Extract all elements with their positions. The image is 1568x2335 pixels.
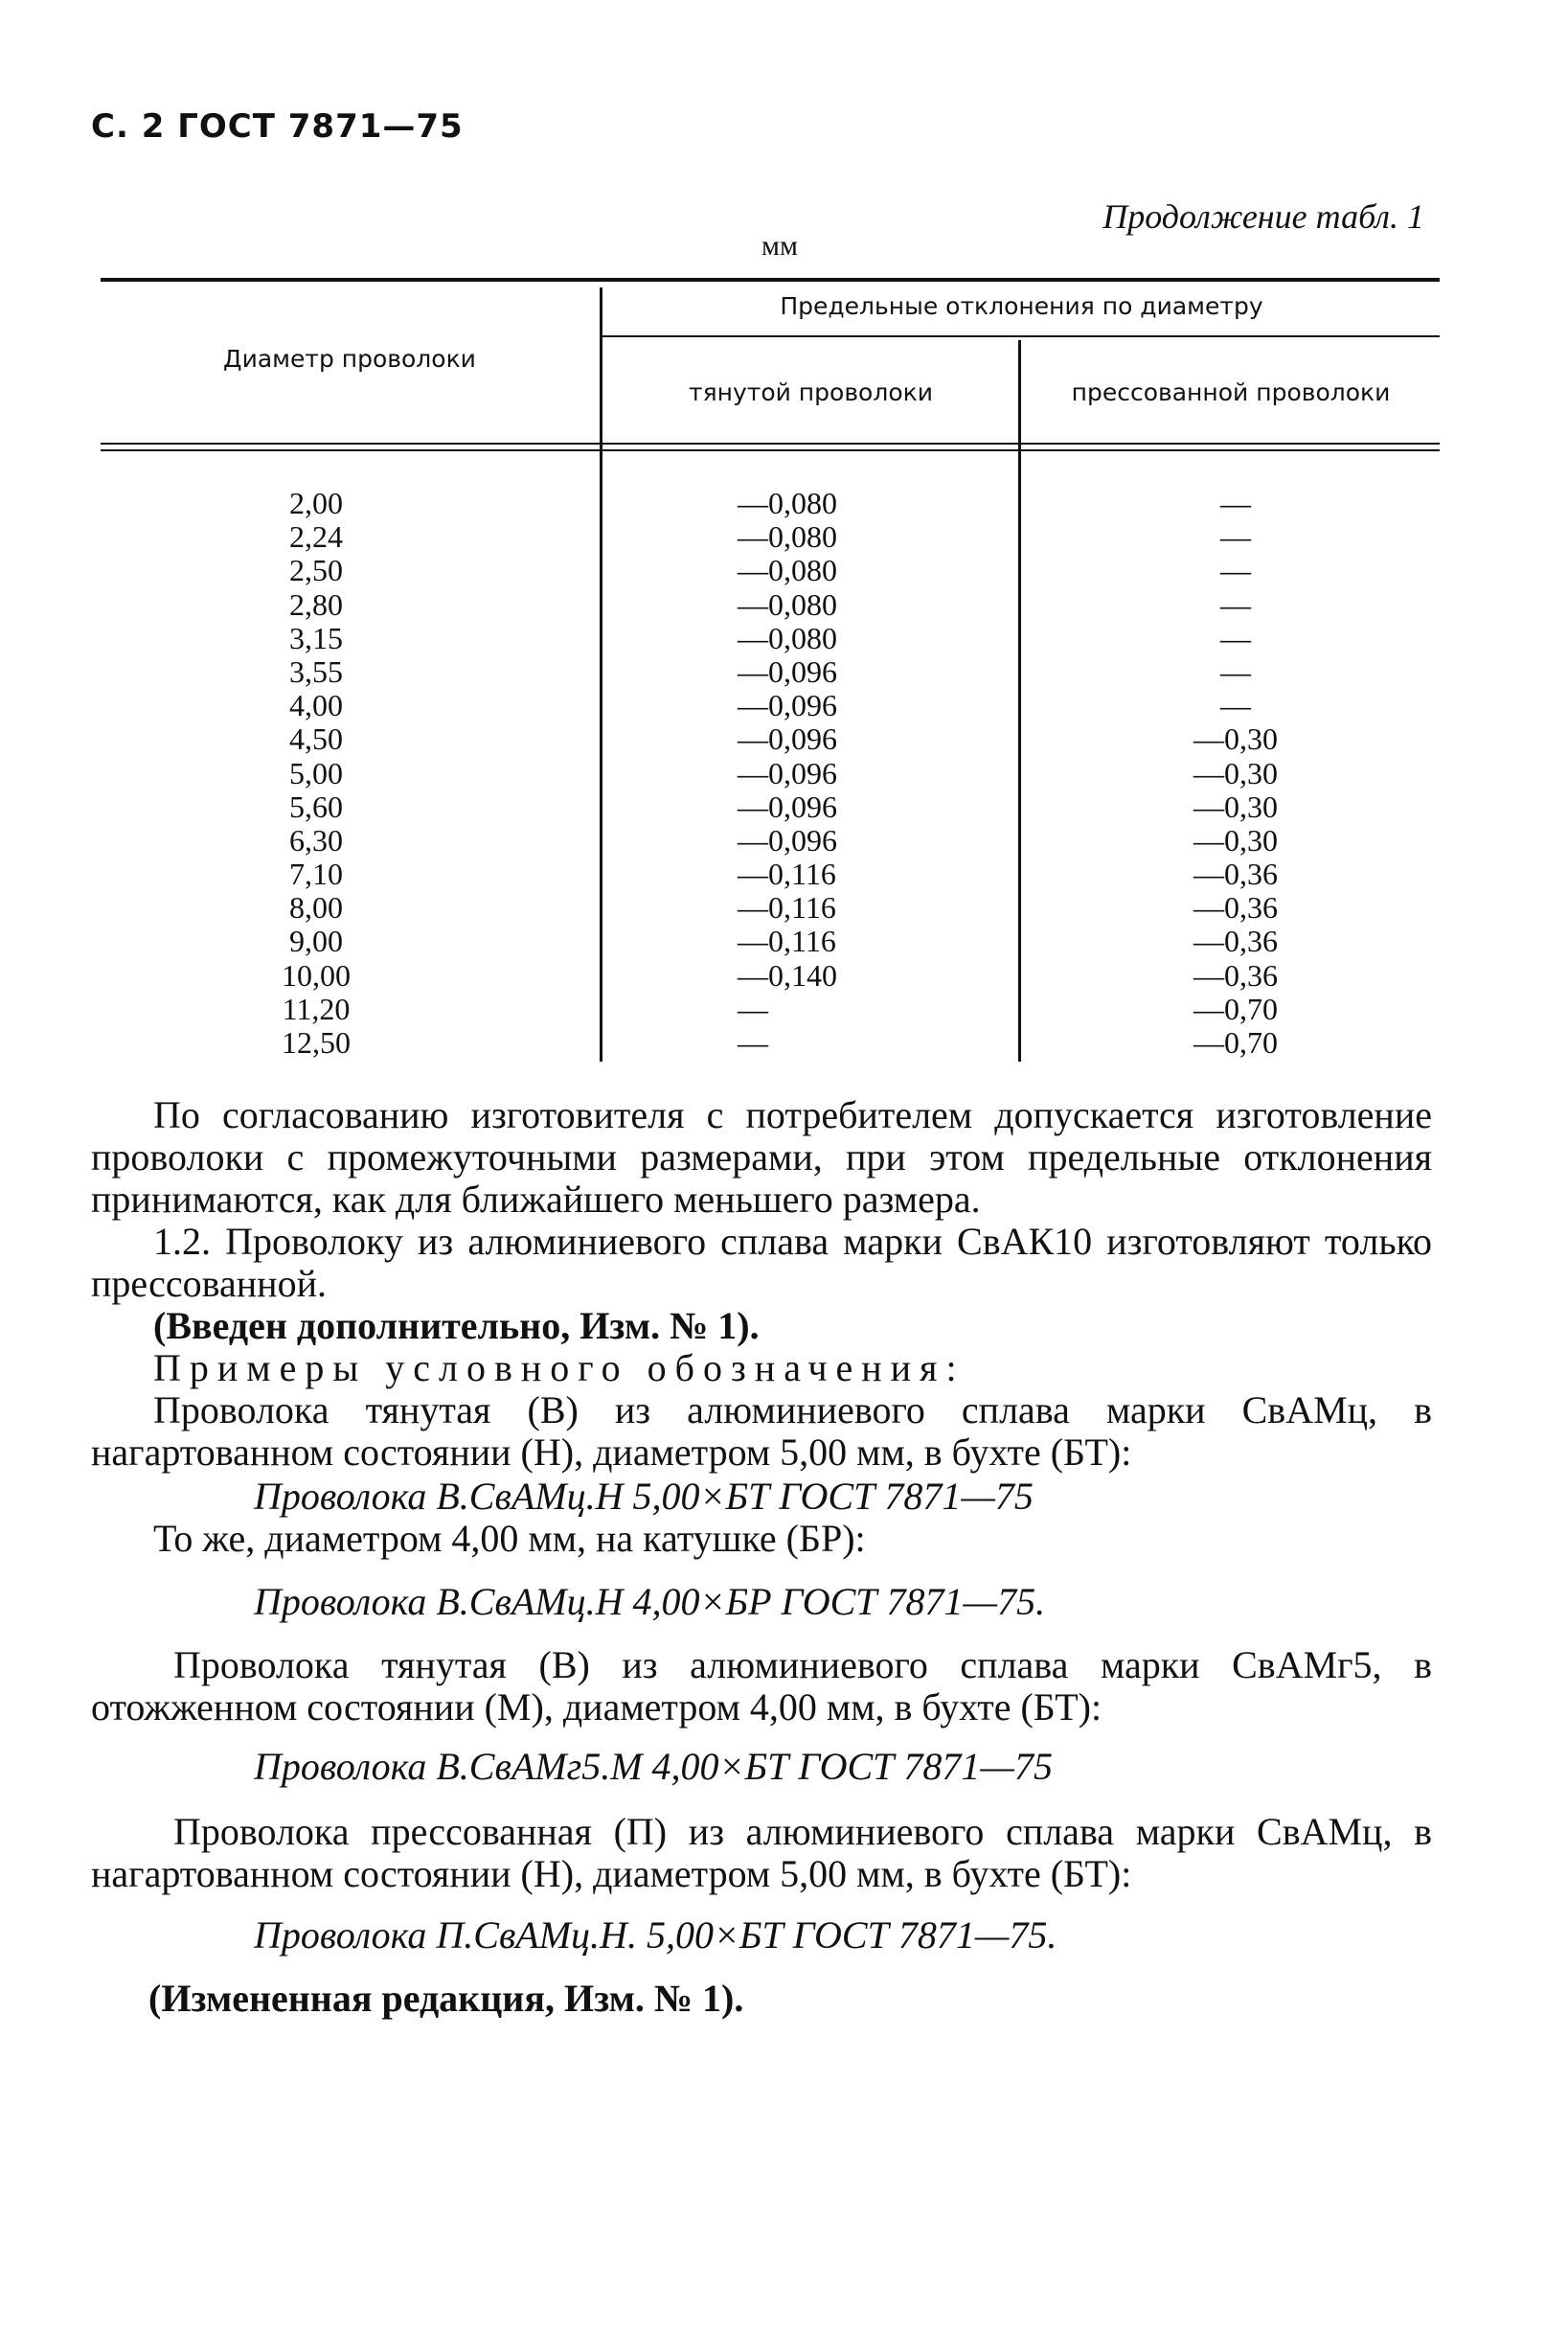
- example-4-text: Проволока прессованная (П) из алюминиевого сплава марки СвАМц, в нагартованном состоянии (Н), диаметром 5,00 мм, в бухте (БТ):: [91, 1810, 1432, 1895]
- body-text: [91, 1094, 1432, 2020]
- diameter-cell: 3,55: [289, 653, 343, 689]
- pressed-deviation-cell: —: [1220, 553, 1251, 588]
- pressed-deviation-cell: —0,36: [1193, 924, 1278, 959]
- example-1-text: Проволока тянутая (В) из алюминиевого сплава марки СвАМц, в нагартованном состоянии (Н), диаметром 5,00 мм, в бухте (БТ):: [91, 1388, 1432, 1474]
- drawn-deviation-cell: —0,080: [738, 620, 837, 655]
- drawn-deviation-cell: —0,080: [738, 586, 837, 622]
- table-top-rule: [101, 278, 1440, 282]
- example-4-designation: Проволока П.СвАМц.Н. 5,00×БТ ГОСТ 7871—75.: [254, 1913, 1057, 1957]
- drawn-deviation-cell: —0,080: [738, 553, 837, 588]
- drawn-deviation-cell: —0,096: [738, 822, 837, 858]
- table-continuation-label: Продолжение табл. 1: [1102, 197, 1424, 236]
- drawn-deviation-cell: —: [738, 1025, 768, 1060]
- diameter-cell: 3,15: [289, 620, 343, 655]
- column-divider-1: [600, 287, 602, 1062]
- drawn-deviation-cell: —: [738, 991, 768, 1026]
- pressed-deviation-cell: —0,30: [1193, 721, 1278, 757]
- pressed-deviation-cell: —0,70: [1193, 991, 1278, 1026]
- group-header-rule: [602, 335, 1440, 337]
- diameter-cell: 7,10: [289, 857, 343, 892]
- diameter-cell: 2,80: [289, 586, 343, 622]
- table-unit: мм: [761, 230, 798, 262]
- example-1-designation: Проволока В.СвАМц.Н 5,00×БТ ГОСТ 7871—75: [254, 1475, 1034, 1518]
- diameter-cell: 2,24: [289, 519, 343, 555]
- diameter-column: [230, 487, 402, 1060]
- drawn-deviation-column: [738, 487, 891, 1060]
- column-divider-2: [1018, 340, 1021, 1062]
- pressed-deviation-cell: —: [1220, 653, 1251, 689]
- pressed-deviation-cell: —: [1220, 486, 1251, 520]
- example-2-text: То же, диаметром 4,00 мм, на катушке (БР):: [153, 1517, 866, 1560]
- header-bottom-rule-2: [101, 449, 1440, 451]
- diameter-cell: 5,00: [289, 755, 343, 790]
- drawn-deviation-cell: —0,096: [738, 789, 837, 824]
- example-3-text: Проволока тянутая (В) из алюминиевого сплава марки СвАМг5, в отожженном состоянии (М), диаметром 4,00 мм, в бухте (БТ):: [91, 1643, 1432, 1728]
- pressed-deviation-cell: —0,36: [1193, 890, 1278, 926]
- diameter-cell: 5,60: [289, 789, 343, 824]
- drawn-deviation-cell: —0,140: [738, 957, 837, 993]
- drawn-deviation-cell: —0,116: [738, 890, 836, 926]
- pressed-deviation-cell: —0,30: [1193, 789, 1278, 824]
- col-header-group: Предельные отклонения по диаметру: [780, 292, 1263, 320]
- example-3-designation: Проволока В.СвАМг5.М 4,00×БТ ГОСТ 7871—75: [254, 1745, 1053, 1788]
- amendment-note-1: (Введен дополнительно, Изм. № 1).: [153, 1304, 760, 1347]
- amendment-note-2: (Измененная редакция, Изм. № 1).: [148, 1977, 744, 2020]
- paragraph-1: По согласованию изготовителя с потребителем допускается изготовление проволоки с промежуточными размерами, при этом предельные отклонения принимаются, как для ближайшего меньшего размера.: [91, 1093, 1432, 1221]
- pressed-deviation-cell: —0,30: [1193, 755, 1278, 790]
- diameter-cell: 4,00: [289, 688, 343, 723]
- diameter-cell: 8,00: [289, 890, 343, 926]
- diameter-cell: 10,00: [282, 957, 351, 993]
- pressed-deviation-column: [1140, 487, 1331, 1060]
- examples-heading: Примеры условного обозначения:: [153, 1346, 966, 1389]
- header-bottom-rule-1: [101, 443, 1440, 445]
- diameter-cell: 6,30: [289, 822, 343, 858]
- pressed-deviation-cell: —0,70: [1193, 1025, 1278, 1060]
- page-header: С. 2 ГОСТ 7871—75: [91, 107, 464, 146]
- diameter-cell: 9,00: [289, 924, 343, 959]
- col-header-drawn: тянутой проволоки: [689, 378, 933, 406]
- col-header-pressed: прессованной проволоки: [1071, 378, 1391, 406]
- diameter-cell: 2,00: [289, 486, 343, 520]
- col-header-diameter: Диаметр проволоки: [223, 345, 476, 373]
- diameter-cell: 11,20: [282, 991, 351, 1026]
- pressed-deviation-cell: —: [1220, 519, 1251, 555]
- pressed-deviation-cell: —: [1220, 586, 1251, 622]
- pressed-deviation-cell: —: [1220, 620, 1251, 655]
- diameter-cell: 12,50: [282, 1025, 351, 1060]
- drawn-deviation-cell: —0,096: [738, 653, 837, 689]
- drawn-deviation-cell: —0,080: [738, 486, 837, 520]
- drawn-deviation-cell: —0,096: [738, 721, 837, 757]
- example-2-designation: Проволока В.СвАМц.Н 4,00×БР ГОСТ 7871—75.: [254, 1580, 1046, 1623]
- drawn-deviation-cell: —0,096: [738, 688, 837, 723]
- pressed-deviation-cell: —0,30: [1193, 822, 1278, 858]
- drawn-deviation-cell: —0,116: [738, 857, 836, 892]
- paragraph-2: 1.2. Проволоку из алюминиевого сплава марки СвАК10 изготовляют только прессованной.: [91, 1220, 1432, 1305]
- drawn-deviation-cell: —0,080: [738, 519, 837, 555]
- drawn-deviation-cell: —0,116: [738, 924, 836, 959]
- pressed-deviation-cell: —0,36: [1193, 857, 1278, 892]
- diameter-cell: 2,50: [289, 553, 343, 588]
- pressed-deviation-cell: —: [1220, 688, 1251, 723]
- pressed-deviation-cell: —0,36: [1193, 957, 1278, 993]
- drawn-deviation-cell: —0,096: [738, 755, 837, 790]
- diameter-cell: 4,50: [289, 721, 343, 757]
